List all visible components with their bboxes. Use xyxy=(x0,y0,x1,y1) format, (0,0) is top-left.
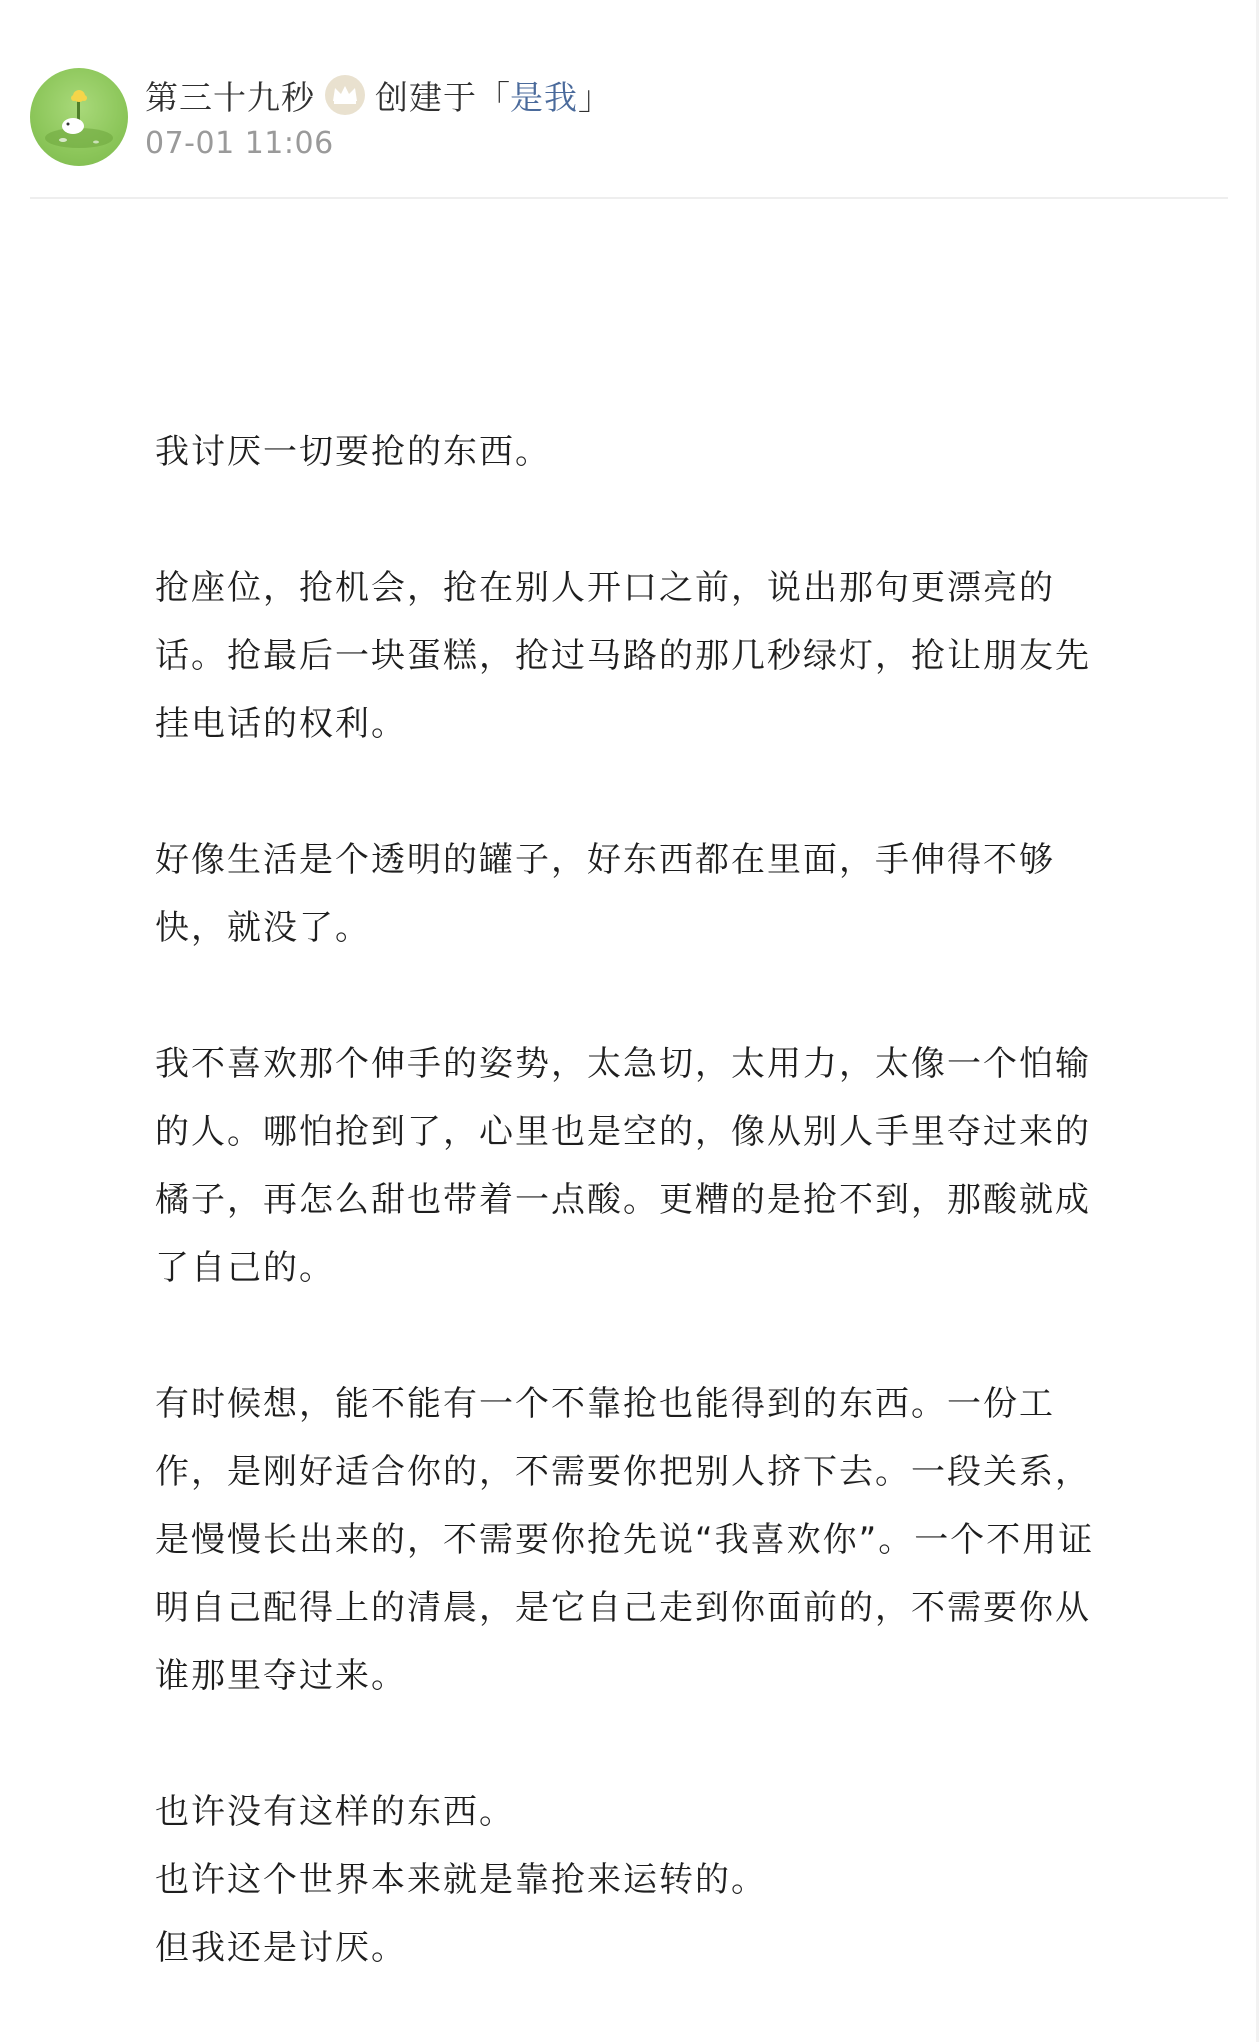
header-divider xyxy=(30,197,1228,199)
paragraph: 抢座位，抢机会，抢在别人开口之前，说出那句更漂亮的话。抢最后一块蛋糕，抢过马路的那几秒绿灯，抢让朋友先挂电话的权利。 xyxy=(155,568,1091,744)
author-line xyxy=(145,68,611,122)
paragraph: 但我还是讨厌。 xyxy=(155,1928,407,1968)
paragraph: 好像生活是个透明的罐子，好东西都在里面，手伸得不够快，就没了。 xyxy=(155,840,1055,948)
bracket-open: 「 xyxy=(477,77,510,117)
paragraph: 有时候想，能不能有一个不靠抢也能得到的东西。一份工作，是刚好适合你的，不需要你把别人挤下去。一段关系，是慢慢长出来的，不需要你抢先说“我喜欢你”。一个不用证明自己配得上的清晨，是它自己走到你面前的，不需要你从谁那里夺过来。 xyxy=(155,1384,1095,1696)
paragraph: 我不喜欢那个伸手的姿势，太急切，太用力，太像一个怕输的人。哪怕抢到了，心里也是空的，像从别人手里夺过来的橘子，再怎么甜也带着一点酸。更糟的是抢不到，那酸就成了自己的。 xyxy=(155,1044,1091,1288)
paragraph: 也许这个世界本来就是靠抢来运转的。 xyxy=(155,1860,767,1900)
avatar[interactable] xyxy=(30,68,128,166)
created-label: 创建于 xyxy=(375,77,477,117)
post-timestamp: 07-01 11:06 xyxy=(145,126,334,161)
post-header xyxy=(0,0,1259,200)
avatar-image xyxy=(30,68,128,166)
author-name[interactable]: 第三十九秒 xyxy=(145,77,315,117)
crown-icon xyxy=(325,75,365,115)
paragraph: 也许没有这样的东西。 xyxy=(155,1792,515,1832)
paragraph: 我讨厌一切要抢的东西。 xyxy=(155,432,551,472)
group-link[interactable]: 是我 xyxy=(510,77,578,117)
article-body xyxy=(155,418,1095,1982)
bracket-close: 」 xyxy=(578,77,611,117)
